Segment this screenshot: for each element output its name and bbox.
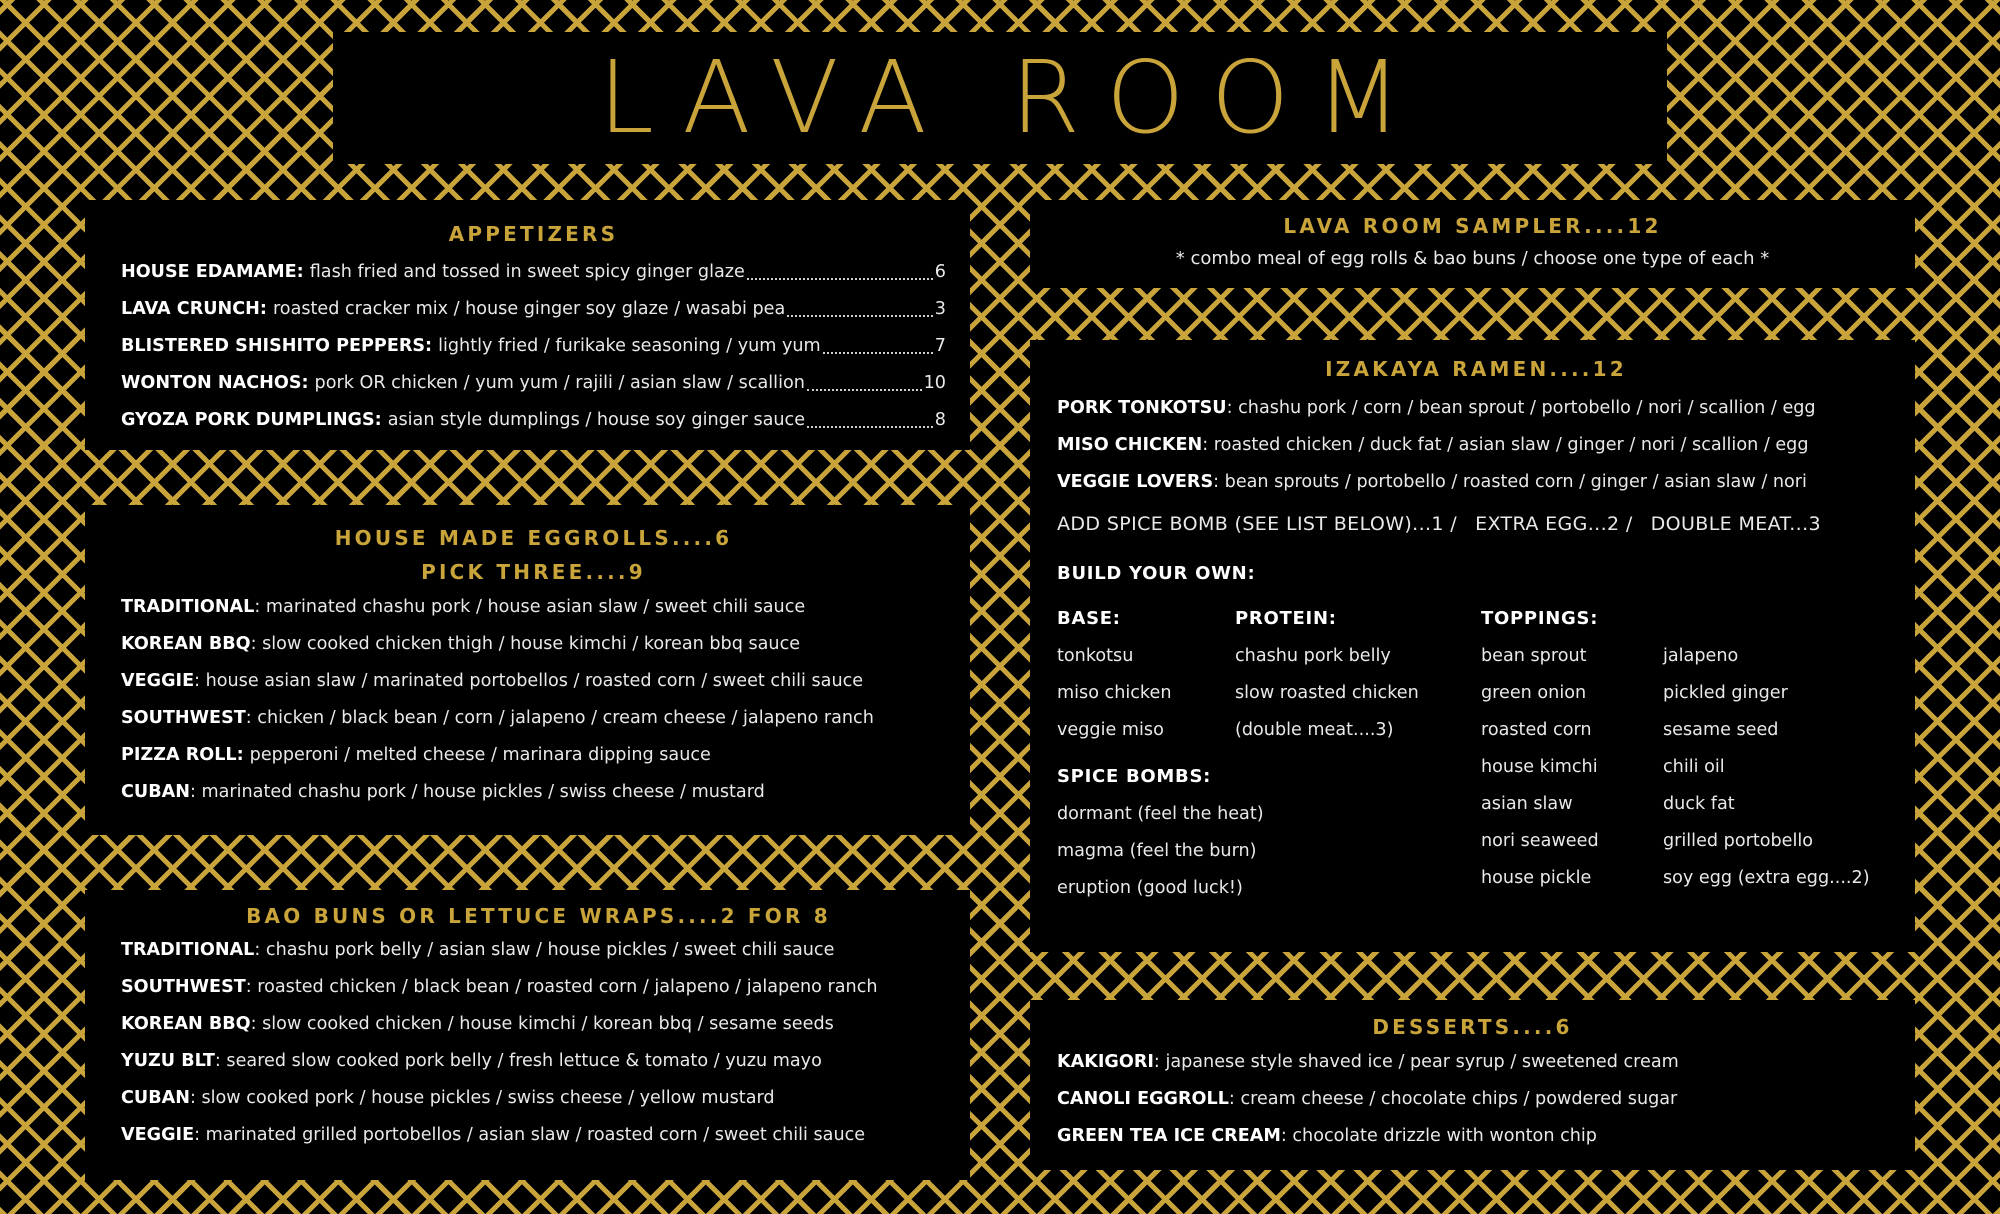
item-name: PIZZA ROLL: [121,745,244,765]
sampler-subtitle: * combo meal of egg rolls & bao buns / choose one type of each * [1175,248,1770,269]
desserts-heading: DESSERTS....6 [1372,1015,1573,1039]
menu-item [121,663,946,700]
appetizers-list [121,254,946,439]
item-price: 7 [934,336,946,356]
menu-item [121,291,946,328]
item-name: VEGGIE LOVERS [1057,472,1214,492]
item-name: TRADITIONAL [121,940,255,960]
item-description: : marinated chashu pork / house asian slaw / sweet chili sauce [254,597,806,617]
menu-item [1057,427,1895,464]
topping-option: chili oil [1663,757,1725,777]
eggrolls-section [85,505,970,835]
topping-option: sesame seed [1663,720,1779,740]
menu-item [1057,390,1895,427]
addon-extra-egg: EXTRA EGG...2 / [1475,513,1633,535]
addon-spice-bomb: ADD SPICE BOMB (SEE LIST BELOW)...1 / [1057,513,1458,535]
dot-leader [747,254,933,280]
item-name: KOREAN BBQ [121,634,251,654]
item-name: GYOZA PORK DUMPLINGS: [121,410,382,430]
topping-option: soy egg (extra egg....2) [1663,868,1870,888]
spice-bomb-option: dormant (feel the heat) [1057,804,1264,824]
item-name: PORK TONKOTSU [1057,398,1227,418]
menu-item [121,254,946,291]
addon-double-meat: DOUBLE MEAT...3 [1650,513,1821,535]
item-description: : chicken / black bean / corn / jalapeno / cream cheese / jalapeno ranch [245,708,874,728]
item-description: : roasted chicken / black bean / roasted corn / jalapeno / jalapeno ranch [245,977,878,997]
protein-option: (double meat....3) [1235,720,1394,740]
item-description: : bean sprouts / portobello / roasted corn / ginger / asian slaw / nori [1213,472,1807,492]
toppings-column-2 [1663,638,1870,897]
base-option: miso chicken [1057,683,1172,703]
topping-option: nori seaweed [1481,831,1599,851]
item-description: : house asian slaw / marinated portobellos / roasted corn / sweet chili sauce [194,671,864,691]
menu-item [121,700,946,737]
item-description: : chashu pork / corn / bean sprout / portobello / nori / scallion / egg [1226,398,1816,418]
menu-item [121,328,946,365]
eggrolls-subheading: PICK THREE....9 [421,560,646,584]
menu-item [121,1080,956,1117]
topping-option: duck fat [1663,794,1735,814]
ramen-list [1057,390,1895,501]
item-name: SOUTHWEST [121,708,246,728]
dot-leader [823,328,933,354]
item-description: : slow cooked pork / house pickles / swiss cheese / yellow mustard [189,1088,775,1108]
menu-item [1057,1081,1915,1118]
item-description: : slow cooked chicken thigh / house kimchi / korean bbq sauce [250,634,801,654]
item-description: : marinated grilled portobellos / asian slaw / roasted corn / sweet chili sauce [194,1125,866,1145]
topping-option: roasted corn [1481,720,1592,740]
menu-item [1057,464,1895,501]
item-name: LAVA CRUNCH: [121,299,267,319]
item-name: BLISTERED SHISHITO PEPPERS: [121,336,433,356]
menu-item [121,589,946,626]
topping-option: grilled portobello [1663,831,1814,851]
item-name: KOREAN BBQ [121,1014,251,1034]
item-description: : slow cooked chicken / house kimchi / korean bbq / sesame seeds [250,1014,834,1034]
spice-bomb-option: eruption (good luck!) [1057,878,1243,898]
item-description: pork OR chicken / yum yum / rajili / asian slaw / scallion [314,373,805,393]
desserts-section [1030,1000,1915,1170]
eggrolls-heading: HOUSE MADE EGGROLLS....6 [334,526,733,550]
dot-leader [787,291,933,317]
bao-section [85,890,970,1180]
dot-leader [807,402,933,428]
base-label: BASE: [1057,608,1121,629]
topping-option: house pickle [1481,868,1592,888]
build-your-own-title: BUILD YOUR OWN: [1057,563,1256,584]
item-description: : cream cheese / chocolate chips / powdered sugar [1228,1089,1678,1109]
appetizers-section [85,200,970,450]
menu-item [121,1006,956,1043]
item-description: lightly fried / furikake seasoning / yum yum [438,336,821,356]
item-price: 10 [923,373,946,393]
item-name: GREEN TEA ICE CREAM [1057,1126,1281,1146]
base-option: tonkotsu [1057,646,1134,666]
menu-item [121,932,956,969]
topping-option: bean sprout [1481,646,1587,666]
item-name: KAKIGORI [1057,1052,1154,1072]
base-column [1057,600,1171,749]
item-description: : roasted chicken / duck fat / asian slaw / ginger / nori / scallion / egg [1202,435,1809,455]
item-name: WONTON NACHOS: [121,373,309,393]
item-name: VEGGIE [121,671,195,691]
topping-option: jalapeno [1663,646,1739,666]
menu-item [1057,1044,1915,1081]
item-price: 3 [934,299,946,319]
item-name: VEGGIE [121,1125,195,1145]
item-name: HOUSE EDAMAME: [121,262,304,282]
build-your-own-options [1057,600,1895,940]
protein-option: chashu pork belly [1235,646,1391,666]
menu-item [1057,1118,1915,1155]
dot-leader [807,365,922,391]
item-name: CUBAN [121,782,190,802]
protein-column [1235,600,1419,749]
item-description: flash fried and tossed in sweet spicy ginger glaze [309,262,745,282]
item-description: : japanese style shaved ice / pear syrup / sweetened cream [1153,1052,1679,1072]
protein-label: PROTEIN: [1235,608,1337,629]
page-title: LAVA ROOM [598,39,1428,156]
toppings-label: TOPPINGS: [1481,608,1599,629]
item-description: : chashu pork belly / asian slaw / house pickles / sweet chili sauce [254,940,835,960]
menu-item [121,969,956,1006]
menu-item [121,626,946,663]
item-description: : chocolate drizzle with wonton chip [1280,1126,1597,1146]
topping-option: green onion [1481,683,1587,703]
base-option: veggie miso [1057,720,1164,740]
item-name: MISO CHICKEN [1057,435,1203,455]
item-description: : marinated chashu pork / house pickles / swiss cheese / mustard [189,782,765,802]
spice-bombs-column [1057,758,1264,907]
bao-list [121,932,956,1154]
item-name: CUBAN [121,1088,190,1108]
ramen-heading: IZAKAYA RAMEN....12 [1325,357,1627,381]
item-price: 8 [934,410,946,430]
menu-item [121,774,946,811]
desserts-list [1057,1044,1915,1155]
menu-item [121,1043,956,1080]
bao-heading: BAO BUNS OR LETTUCE WRAPS....2 FOR 8 [246,904,831,928]
ramen-addons [1057,513,1895,535]
sampler-heading: LAVA ROOM SAMPLER....12 [1283,214,1662,238]
protein-option: slow roasted chicken [1235,683,1419,703]
menu-item [121,1117,956,1154]
item-price: 6 [934,262,946,282]
item-name: TRADITIONAL [121,597,255,617]
eggrolls-list [121,589,946,811]
toppings-column [1481,600,1599,897]
topping-option: pickled ginger [1663,683,1788,703]
spice-bombs-label: SPICE BOMBS: [1057,766,1212,787]
sampler-section [1030,200,1915,288]
item-description: pepperoni / melted cheese / marinara dipping sauce [249,745,711,765]
topping-option: house kimchi [1481,757,1598,777]
spice-bomb-option: magma (feel the burn) [1057,841,1257,861]
item-name: YUZU BLT [121,1051,215,1071]
menu-item [121,402,946,439]
item-description: roasted cracker mix / house ginger soy glaze / wasabi pea [272,299,786,319]
menu-item [121,365,946,402]
item-description: asian style dumplings / house soy ginger sauce [387,410,806,430]
item-name: CANOLI EGGROLL [1057,1089,1229,1109]
item-name: SOUTHWEST [121,977,246,997]
appetizers-heading: APPETIZERS [448,222,619,246]
ramen-section [1030,340,1915,952]
menu-item [121,737,946,774]
item-description: : seared slow cooked pork belly / fresh lettuce & tomato / yuzu mayo [214,1051,822,1071]
title-banner [333,32,1667,164]
topping-option: asian slaw [1481,794,1573,814]
